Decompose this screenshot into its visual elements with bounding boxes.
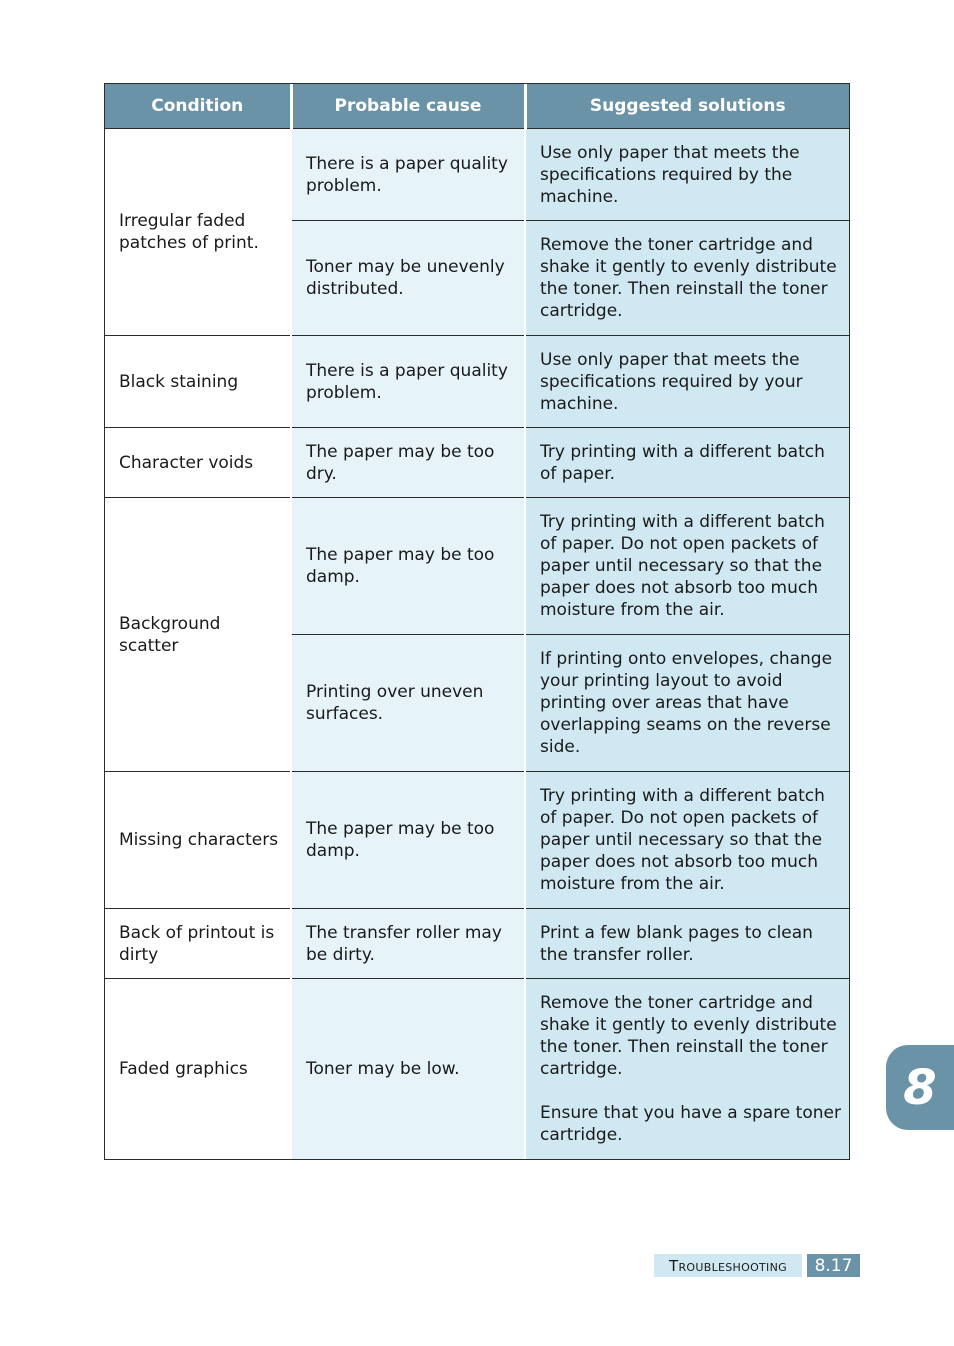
solution-cell: Use only paper that meets the specifications required by the machine.	[525, 129, 849, 221]
cause-cell: The paper may be too damp.	[291, 498, 525, 635]
cause-cell: Toner may be low.	[291, 979, 525, 1159]
solution-cell: Try printing with a different batch of paper.	[525, 428, 849, 498]
solution-cell: Print a few blank pages to clean the transfer roller.	[525, 909, 849, 979]
table-row	[105, 129, 849, 221]
solution-paragraph: Ensure that you have a spare toner cartridge.	[540, 1102, 841, 1145]
solution-cell: Remove the toner cartridge and shake it gently to evenly distribute the toner. Then reinstall the toner cartridge.	[525, 221, 849, 336]
condition-cell: Faded graphics	[105, 979, 291, 1159]
cause-cell: The paper may be too damp.	[291, 772, 525, 909]
header-condition: Condition	[105, 84, 291, 129]
condition-cell: Background scatter	[105, 498, 291, 772]
table-row	[105, 336, 849, 428]
solution-cell: Use only paper that meets the specifications required by your machine.	[525, 336, 849, 428]
table-row	[105, 909, 849, 979]
troubleshooting-table-container	[104, 83, 850, 1160]
troubleshooting-table	[105, 84, 849, 1159]
chapter-tab: 8	[886, 1045, 954, 1130]
condition-cell: Character voids	[105, 428, 291, 498]
table-row	[105, 428, 849, 498]
solution-cell: Try printing with a different batch of paper. Do not open packets of paper until necessary so that the paper does not absorb too much moisture from the air.	[525, 498, 849, 635]
cause-cell: The paper may be too dry.	[291, 428, 525, 498]
condition-cell: Black staining	[105, 336, 291, 428]
table-row	[105, 498, 849, 635]
condition-cell: Back of printout is dirty	[105, 909, 291, 979]
condition-cell: Irregular faded patches of print.	[105, 129, 291, 336]
cause-cell: The transfer roller may be dirty.	[291, 909, 525, 979]
solution-paragraph: Remove the toner cartridge and shake it gently to evenly distribute the toner. Then reinstall the toner cartridge.	[540, 992, 837, 1079]
cause-cell: There is a paper quality problem.	[291, 336, 525, 428]
table-header-row	[105, 84, 849, 129]
table-row	[105, 772, 849, 909]
cause-cell: Printing over uneven surfaces.	[291, 635, 525, 772]
footer-page-number: 8.17	[807, 1254, 860, 1277]
solution-cell: If printing onto envelopes, change your printing layout to avoid printing over areas that have overlapping seams on the reverse side.	[525, 635, 849, 772]
cause-cell: There is a paper quality problem.	[291, 129, 525, 221]
solution-cell	[525, 979, 849, 1159]
cause-cell: Toner may be unevenly distributed.	[291, 221, 525, 336]
solution-cell: Try printing with a different batch of paper. Do not open packets of paper until necessary so that the paper does not absorb too much moisture from the air.	[525, 772, 849, 909]
header-probable-cause: Probable cause	[291, 84, 525, 129]
header-suggested-solutions: Suggested solutions	[525, 84, 849, 129]
footer-section-label: Troubleshooting	[654, 1254, 802, 1277]
condition-cell: Missing characters	[105, 772, 291, 909]
table-row	[105, 979, 849, 1159]
